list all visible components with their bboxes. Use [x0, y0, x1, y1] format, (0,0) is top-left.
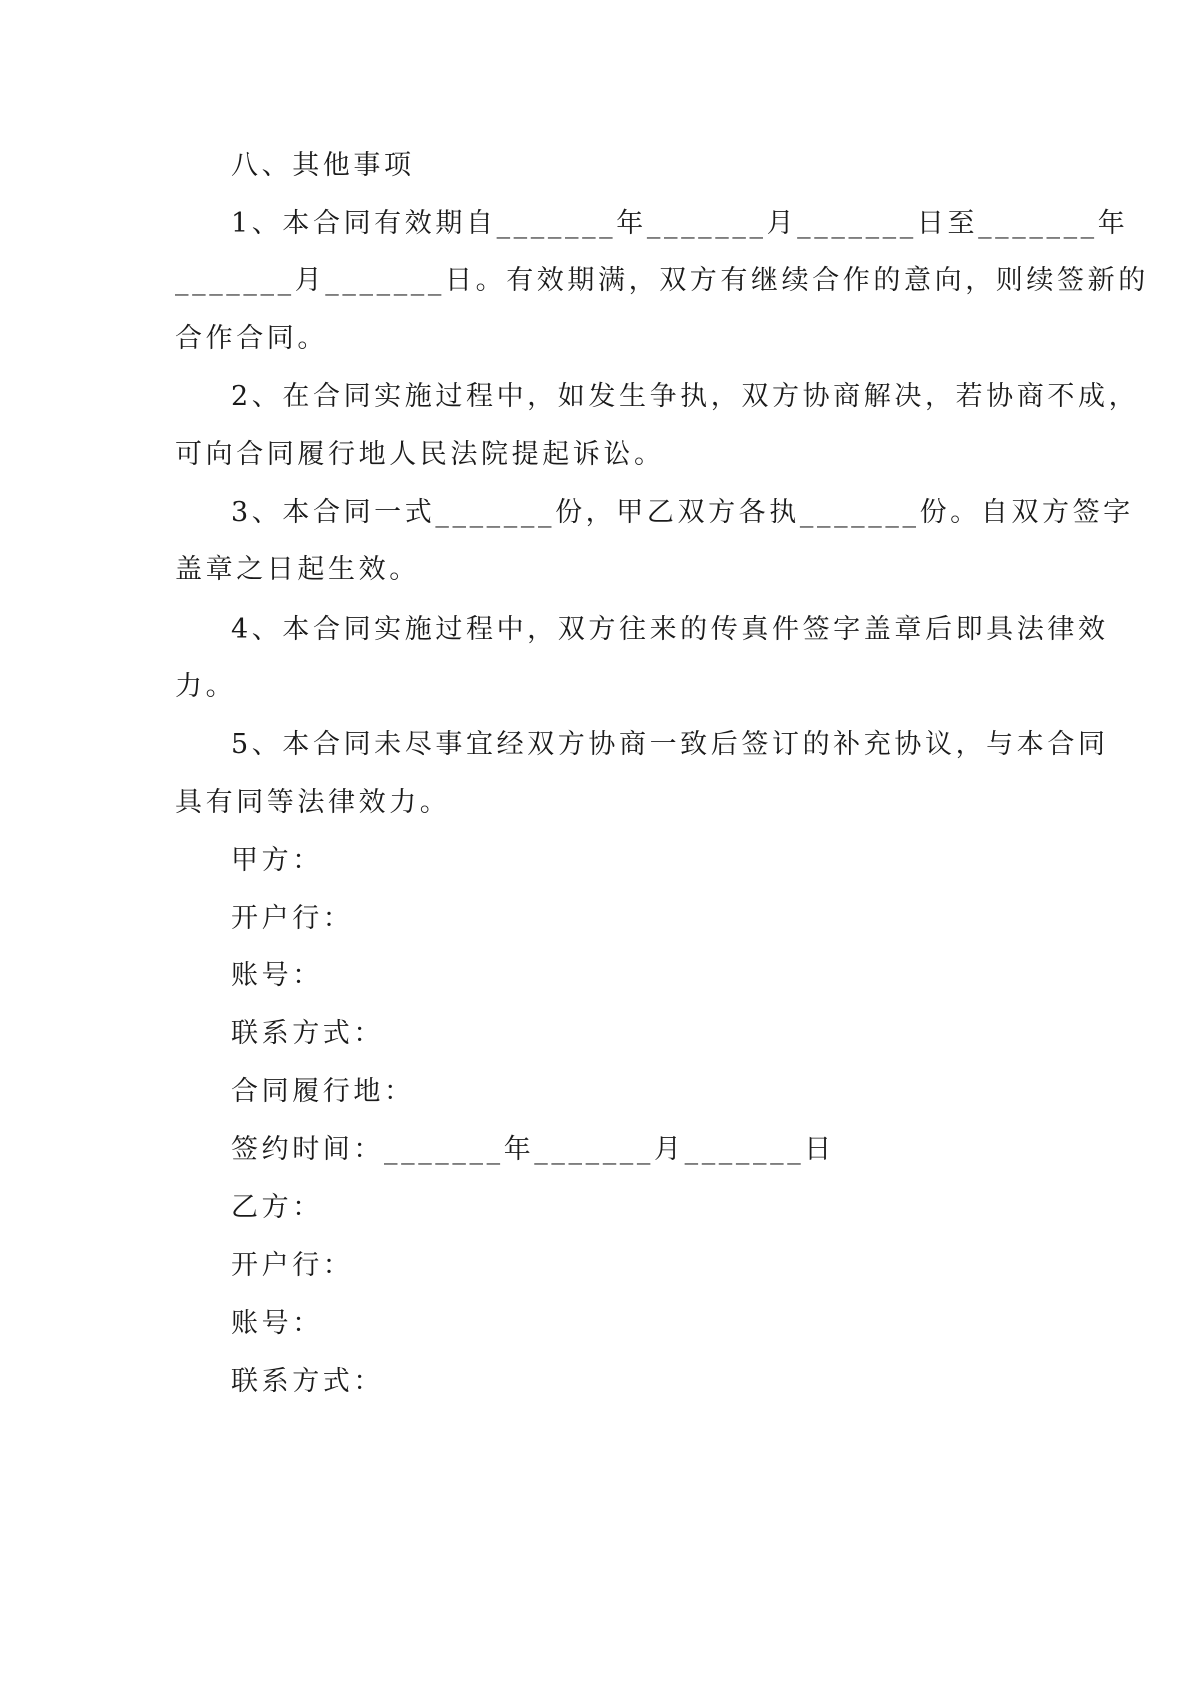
item-5-line-1: 5、本合同未尽事宜经双方协商一致后签订的补充协议，与本合同 [231, 729, 1109, 760]
signing-date-line: 签约时间：_______年_______月_______日 [231, 1134, 835, 1165]
item-1-line-2: _______月_______日。有效期满，双方有继续合作的意向，则续签新的 [175, 265, 1149, 296]
party-b-account-label: 账号： [231, 1308, 323, 1339]
item-1-line-3: 合作合同。 [175, 323, 328, 354]
party-a-contact-label: 联系方式： [231, 1018, 384, 1049]
item-3-line-2: 盖章之日起生效。 [175, 554, 420, 585]
item-4-line-1: 4、本合同实施过程中，双方往来的传真件签字盖章后即具法律效 [231, 614, 1109, 645]
party-b-name-label: 乙方： [231, 1192, 323, 1223]
party-b-bank-label: 开户行： [231, 1250, 354, 1281]
item-4-line-2: 力。 [175, 671, 237, 702]
item-5-line-2: 具有同等法律效力。 [175, 787, 451, 818]
item-2-line-1: 2、在合同实施过程中，如发生争执，双方协商解决，若协商不成， [231, 381, 1140, 412]
party-a-place-label: 合同履行地： [231, 1076, 415, 1107]
party-a-bank-label: 开户行： [231, 903, 354, 934]
item-2-line-2: 可向合同履行地人民法院提起诉讼。 [175, 439, 665, 470]
party-b-contact-label: 联系方式： [231, 1366, 384, 1397]
item-3-line-1: 3、本合同一式_______份，甲乙双方各执_______份。自双方签字 [231, 497, 1134, 528]
party-a-name-label: 甲方： [231, 845, 323, 876]
item-1-line-1: 1、本合同有效期自_______年_______月_______日至_______年 [231, 208, 1129, 239]
section-heading: 八、其他事项 [231, 150, 415, 181]
party-a-account-label: 账号： [231, 960, 323, 991]
